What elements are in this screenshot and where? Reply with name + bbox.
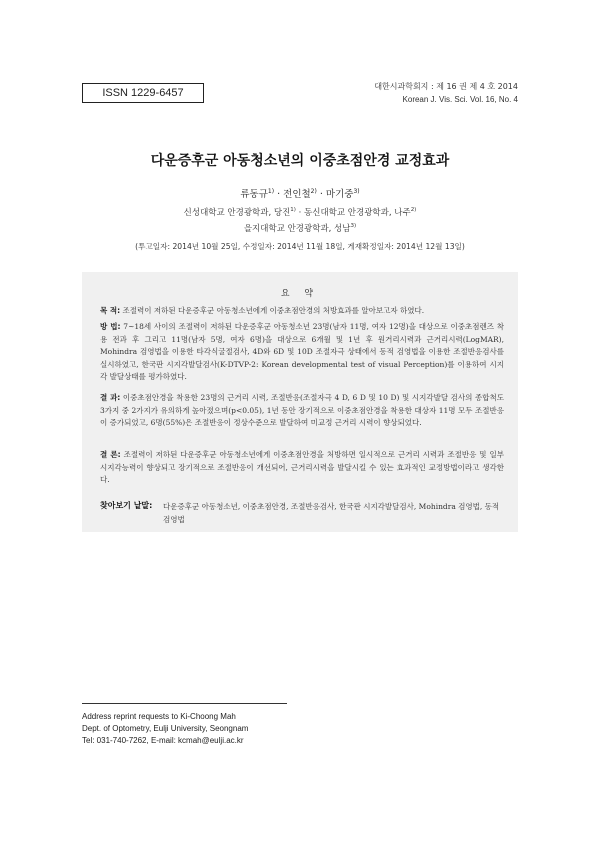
affiliation-text: · 동신대학교 안경광학과, 나주: [295, 208, 411, 218]
footnote-line: Address reprint requests to Ki-Choong Mah: [82, 712, 236, 721]
journal-citation: [374, 80, 518, 106]
submission-dates: (투고일자: 2014년 10월 25일, 수정일자: 2014년 11월 18일, 게재확정일자: 2014년 12월 13일): [135, 242, 465, 251]
abstract-results: [100, 392, 504, 430]
correspondence-footnote: [82, 711, 248, 747]
affiliation-line: [0, 222, 600, 234]
affiliation-line: [0, 206, 600, 218]
abstract-methods: [100, 321, 504, 384]
section-label: 목 적:: [100, 306, 121, 315]
footnote-line: Tel: 031-740-7262, E-mail: kcmah@eulji.ac.kr: [82, 736, 244, 745]
section-text: 7~18세 사이의 조절력이 저하된 다운증후군 아동청소년 23명(남자 11명, 여자 12명)을 대상으로 이중초점렌즈 착용 전과 후 그리고 11명(남자 5명, 여자 6명)을 대상으로 6개월 및 1년 후 원거리시력과 근거리시력(LogMAR), Mohindra 검영법을 이용한 타각식굴절검사, 4D와 6D 및 10D 조절자극 상태에서 동적 검영법을 이용한 조절반응검사를 실시하였고, 한국판 시지각발달검사(K-DTVP-2: Korean developmental test of visual Perception)를 이용하여 시지각 발달상태를 평가하였다.: [100, 322, 504, 381]
section-label: 결 론:: [100, 450, 121, 459]
affiliation-mark: 1): [290, 207, 296, 214]
affiliation-text: 을지대학교 안경광학과, 성남: [243, 224, 351, 234]
journal-citation-english: Korean J. Vis. Sci. Vol. 16, No. 4: [402, 95, 518, 104]
author-name: 마기중: [325, 189, 354, 200]
author-affiliation-mark: 3): [353, 187, 360, 195]
affiliation-mark: 2): [410, 207, 417, 214]
author-name: 류동규: [240, 189, 268, 200]
author-separator: ·: [316, 189, 326, 200]
abstract-purpose: [100, 305, 504, 318]
issn-box: ISSN 1229-6457: [82, 83, 204, 103]
journal-citation-korean: 대한시과학회지 : 제 16 권 제 4 호 2014: [374, 82, 518, 91]
author-name: 전인철: [283, 189, 311, 200]
author-separator: ·: [274, 189, 284, 200]
author-list: [0, 186, 600, 200]
abstract-conclusion: [100, 449, 504, 487]
footnote-line: Dept. of Optometry, Eulji University, Seongnam: [82, 724, 249, 733]
section-text: 조절력이 저하된 다운증후군 아동청소년에게 이중초점안경의 처방효과를 알아보고자 하였다.: [120, 306, 425, 315]
paper-title: 다운증후군 아동청소년의 이중초점안경 교정효과: [150, 153, 450, 169]
author-affiliation-mark: 1): [267, 187, 275, 195]
author-affiliation-mark: 2): [310, 187, 317, 195]
section-label: 방 법:: [100, 322, 121, 331]
affiliation-text: 신성대학교 안경광학과, 당진: [183, 208, 291, 218]
abstract-heading: 요 약: [280, 289, 320, 299]
footnote-divider: [82, 703, 287, 704]
section-text: 조절력이 저하된 다운증후군 아동청소년에게 이중초점안경을 처방하면 일시적으로 근거리 시력과 조절반응 및 일부 시지각능력이 향상되고 장기적으로 조절반응이 개선되어, 근거리시력을 발달시킬 수 있는 효과적인 교정방법이라고 생각한다.: [100, 450, 504, 484]
section-label: 결 과:: [100, 393, 121, 402]
keywords-label: 찾아보기 낱말:: [100, 501, 153, 510]
keywords-text: 다운증후군 아동청소년, 이중초점안경, 조절반응검사, 한국판 시지각발달검사, Mohindra 검영법, 동적검영법: [163, 502, 500, 524]
section-text: 이중초점안경을 착용한 23명의 근거리 시력, 조절반응(조절자극 4 D, 6 D 및 10 D) 및 시지각발달 검사의 종합척도 3가지 중 2가지가 유의하게 높아졌으며(p<0.05), 1년 동안 장기적으로 이중초점안경을 착용한 대상자 11명 모두 조절반응이 증가되었고, 6명(55%)은 조절반응이 정상수준으로 발달하여 미교정 근거리 시력이 향상되었다.: [100, 393, 504, 427]
affiliation-mark: 3): [350, 223, 357, 230]
